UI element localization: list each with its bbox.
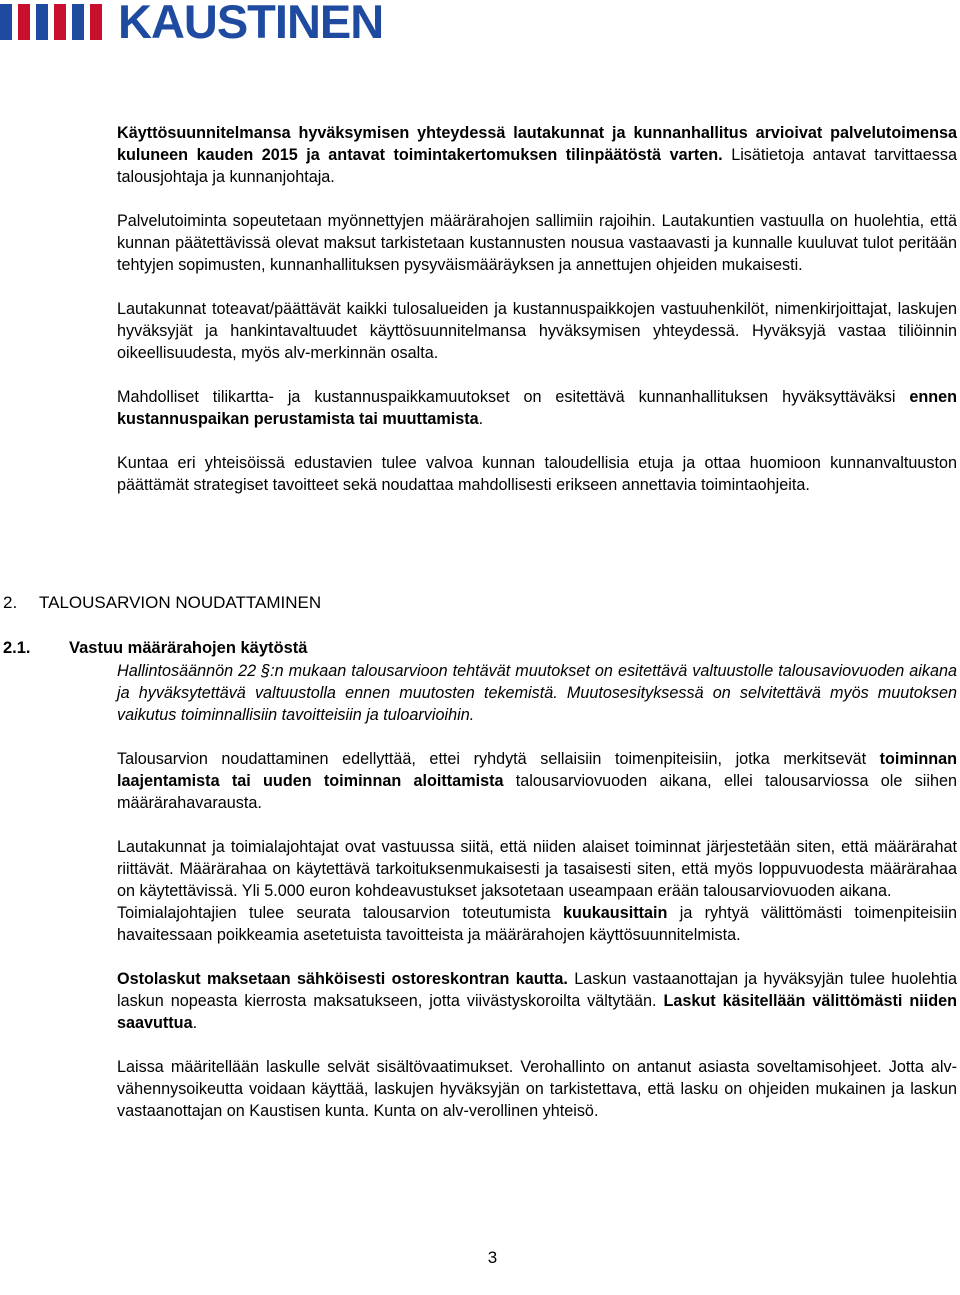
paragraph-review-rest: Lisätietoja antavat tarvittaessa talousjohtaja ja kunnanjohtaja.: [117, 146, 957, 186]
paragraph-review: [117, 122, 957, 188]
logo-bar: [36, 4, 48, 40]
logo-bar: [90, 4, 102, 40]
document-body: [117, 122, 957, 496]
chart-changes-end: .: [478, 410, 484, 428]
paragraph-vat: Laissa määritellään laskulle selvät sisältövaatimukset. Verohallinto on antanut asiasta soveltamisohjeet. Jotta alv-vähennysoikeutta voidaan käyttää, laskujen hyväksyjän on tarkistettava, että lasku on ohjeiden mukainen ja laskun vastaanottajan on Kaustisen kunta. Kunta on alv-verollinen yhteisö.: [117, 1058, 957, 1120]
logo-bars: [0, 4, 102, 40]
paragraph-amendments: Hallintosäännön 22 §:n mukaan talousarvioon tehtävät muutokset on esitettävä valtuustolle talousaviovuoden aikana ja hyväksytettävä valtuustolla ennen muutosten tekemistä. Muutosesityksessä on selvitettävä myös muutoksen vaikutus toiminnallisiin tavoitteisiin ja tuloarvioihin.: [117, 662, 957, 724]
paragraph-monitoring: [117, 902, 957, 946]
paragraph-review-bold: Käyttösuunnitelmansa hyväksymisen yhteydessä lautakunnat ja kunnanhallitus arvioivat palvelutoimensa kuluneen kauden 2015 ja antavat toimintakertomuksen tilinpäätöstä varten.: [117, 124, 957, 164]
document-body-2: [117, 660, 957, 1122]
section-title: TALOUSARVION NOUDATTAMINEN: [39, 593, 322, 612]
logo-bar: [0, 4, 12, 40]
chart-changes-text: Mahdolliset tilikartta- ja kustannuspaikkamuutokset on esitettävä kunnanhallituksen hyväksyttäväksi: [117, 388, 896, 406]
logo-bar: [54, 4, 66, 40]
paragraph-chart-changes: [117, 386, 957, 430]
brand-logo-text: KAUSTINEN: [118, 0, 384, 48]
monitoring-bold: kuukausittain: [563, 904, 668, 922]
paragraph-invoices: [117, 968, 957, 1034]
logo-bar: [72, 4, 84, 40]
page-number: 3: [487, 1248, 498, 1267]
invoices-end: .: [192, 1014, 198, 1032]
logo-bar: [18, 4, 30, 40]
budget-compliance-text: Talousarvion noudattaminen edellyttää, ettei ryhdytä sellaisiin toimenpiteisiin, jotka merkitsevät: [117, 750, 867, 768]
paragraph-representatives: Kuntaa eri yhteisöissä edustavien tulee valvoa kunnan taloudellisia etuja ja ottaa huomioon kunnanvaltuuston päättämät strategiset tavoitteet sekä noudattaa mahdollisesti erikseen annettavia toimintaohjeita.: [117, 454, 957, 494]
monitoring-text: Toimialajohtajien tulee seurata talousarvion toteutumista: [117, 904, 551, 922]
budget-compliance-rest: talousarviovuoden aikana, ellei talousarviossa ole siihen määrärahavarausta.: [117, 772, 957, 812]
budget-compliance-bold: toiminnan laajentamista tai uuden toiminnan aloittamista: [117, 750, 957, 790]
subsection-title: Vastuu määrärahojen käytöstä: [69, 639, 308, 657]
invoices-text: Laskun vastaanottajan ja hyväksyjän tulee huolehtia laskun nopeasta kierrosta maksatukseen, jotta viivästyskoroilta vältytään.: [117, 970, 957, 1010]
paragraph-service: Palvelutoiminta sopeutetaan myönnettyjen määrärahojen sallimiin rajoihin. Lautakuntien vastuulla on huolehtia, että kunnan päätettävissä olevat maksut tarkistetaan kustannusten nousua vastaavasti ja kunnalle kuuluvat tulot peritään tehtyjen sopimusten, kunnanhallituksen pysyväismääräyksen ja annettujen ohjeiden mukaisesti.: [117, 212, 957, 274]
page-header: [0, 0, 420, 48]
paragraph-appropriations: Lautakunnat ja toimialajohtajat ovat vastuussa siitä, että niiden alaiset toiminnat järjestetään siten, että määrärahat riittävät. Määrärahaa on käytettävä tarkoituksenmukaisesti ja tasaisesti siten, että myös loppuvuodesta määrärahaa on käytettävissä. Yli 5.000 euron kohdeavustukset jaksotetaan useampaan erään talousarviovuoden aikana.: [117, 838, 957, 900]
paragraph-responsibles: Lautakunnat toteavat/päättävät kaikki tulosalueiden ja kustannuspaikkojen vastuuhenkilöt, nimenkirjoittajat, laskujen hyväksyjät ja hankintavaltuudet käyttösuunnitelmansa hyväksymisen yhteydessä. Hyväksyjä vastaa tiliöinnin oikeellisuudesta, myös alv-merkinnän osalta.: [117, 300, 957, 362]
paragraph-budget-compliance: [117, 748, 957, 814]
monitoring-rest: ja ryhtyä välittömästi toimenpiteisiin havaitessaan poikkeamia asetetuista tavoitteista ja määrärahojen käyttösuunnitelmista.: [117, 904, 957, 944]
section-number: 2.: [3, 593, 18, 612]
chart-changes-bold: ennen kustannuspaikan perustamista tai muuttamista: [117, 388, 958, 428]
invoices-bold-2: Laskut käsitellään välittömästi niiden saavuttua: [117, 992, 957, 1032]
invoices-bold-1: Ostolaskut maksetaan sähköisesti ostoreskontran kautta.: [117, 970, 568, 988]
subsection-number: 2.1.: [3, 639, 31, 657]
